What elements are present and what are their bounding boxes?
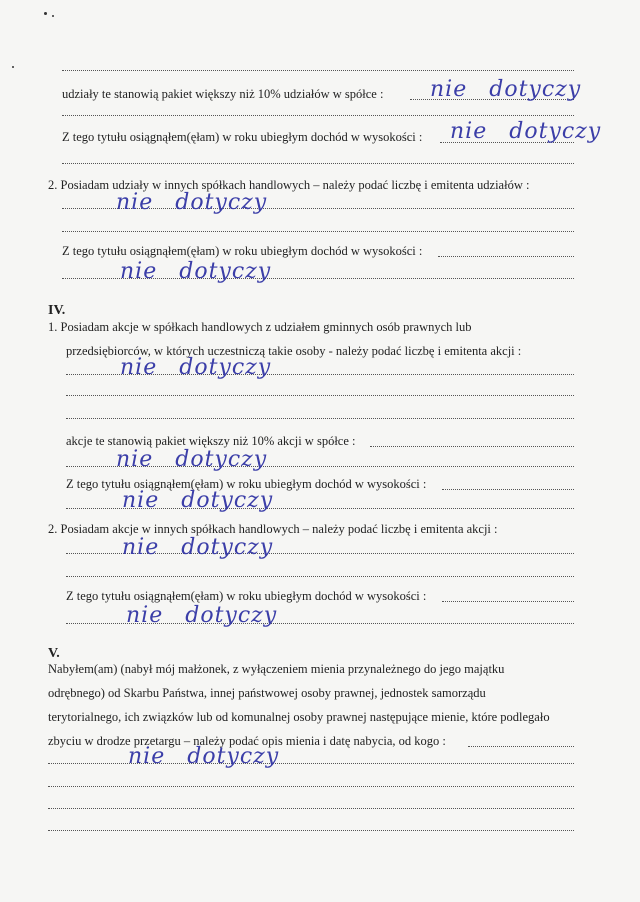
handwritten-word-2: dotyczy [179,355,272,380]
handwritten-answer [120,357,271,379]
handwritten-answer [122,490,273,512]
dotted-line [48,808,574,809]
handwritten-word-2: dotyczy [187,744,280,769]
handwritten-word-2: dotyczy [181,488,274,513]
handwritten-word-1: nie [430,77,468,102]
handwritten-word-1: nie [116,447,154,472]
section-v-line-4: zbyciu w drodze przetargu – należy podać opis mienia i datę nabycia, od kogo : [48,734,446,748]
section-v-line-3: terytorialnego, ich związków lub od komunalnej osoby prawnej następujące mienie, które podlegało [48,710,550,724]
section-v-line-1: Nabyłem(am) (nabył mój małżonek, z wyłączeniem mienia przynależnego do jego majątku [48,662,505,676]
handwritten-word-1: nie [116,190,154,215]
handwritten-word-1: nie [122,488,160,513]
handwritten-answer [450,121,601,143]
handwritten-word-2: dotyczy [175,190,268,215]
handwritten-word-1: nie [120,259,158,284]
handwritten-word-1: nie [120,355,158,380]
dotted-line [48,830,574,831]
dotted-line [370,446,574,447]
dochod-label: Z tego tytułu osiągnąłem(ęłam) w roku ubiegłym dochód w wysokości : [66,589,427,603]
dotted-line [62,70,574,71]
handwritten-answer [430,79,581,101]
dotted-line [442,489,574,490]
handwritten-word-1: nie [128,744,166,769]
dotted-line [66,418,574,419]
scan-speck [12,66,14,68]
akcje-pakiet-label: akcje te stanowią pakiet większy niż 10% akcji w spółce : [66,434,356,448]
handwritten-answer [116,192,267,214]
section-v-line-2: odrębnego) od Skarbu Państwa, innej państwowej osoby prawnej, jednostek samorządu [48,686,486,700]
item-2-label: 2. Posiadam akcje w innych spółkach handlowych – należy podać liczbę i emitenta akcji : [48,522,498,536]
section-iv-item-1-line-2: przedsiębiorców, w których uczestniczą takie osoby - należy podać liczbę i emitenta akcji : [66,344,522,358]
dochod-label: Z tego tytułu osiągnąłem(ęłam) w roku ubiegłym dochód w wysokości : [62,244,423,258]
handwritten-word-2: dotyczy [185,603,278,628]
handwritten-word-1: nie [450,119,488,144]
dochod-label: Z tego tytułu osiągnąłem(ęłam) w roku ubiegłym dochód w wysokości : [62,130,423,144]
dotted-line [48,763,574,764]
udzialy-pakiet-label: udziały te stanowią pakiet większy niż 10% udziałów w spółce : [62,87,384,101]
dochod-label: Z tego tytułu osiągnąłem(ęłam) w roku ubiegłym dochód w wysokości : [66,477,427,491]
dotted-line [62,231,574,232]
handwritten-answer [116,449,267,471]
dotted-line [62,115,574,116]
handwritten-word-2: dotyczy [489,77,582,102]
scan-speck [44,12,47,15]
handwritten-word-2: dotyczy [181,535,274,560]
dotted-line [442,601,574,602]
handwritten-word-1: nie [126,603,164,628]
scan-speck [52,15,54,17]
dotted-line [438,256,574,257]
dotted-line [468,746,574,747]
handwritten-word-2: dotyczy [509,119,602,144]
handwritten-word-2: dotyczy [179,259,272,284]
handwritten-answer [122,537,273,559]
handwritten-word-1: nie [122,535,160,560]
dotted-line [66,395,574,396]
handwritten-answer [128,746,279,768]
dotted-line [62,163,574,164]
item-2-label: 2. Posiadam udziały w innych spółkach handlowych – należy podać liczbę i emitenta udziałów : [48,178,530,192]
handwritten-word-2: dotyczy [175,447,268,472]
dotted-line [66,576,574,577]
dotted-line [48,786,574,787]
handwritten-answer [120,261,271,283]
section-v-heading: V. [48,646,60,661]
section-iv-item-1-line-1: 1. Posiadam akcje w spółkach handlowych z udziałem gminnych osób prawnych lub [48,320,472,334]
section-iv-heading: IV. [48,303,66,318]
handwritten-answer [126,605,277,627]
